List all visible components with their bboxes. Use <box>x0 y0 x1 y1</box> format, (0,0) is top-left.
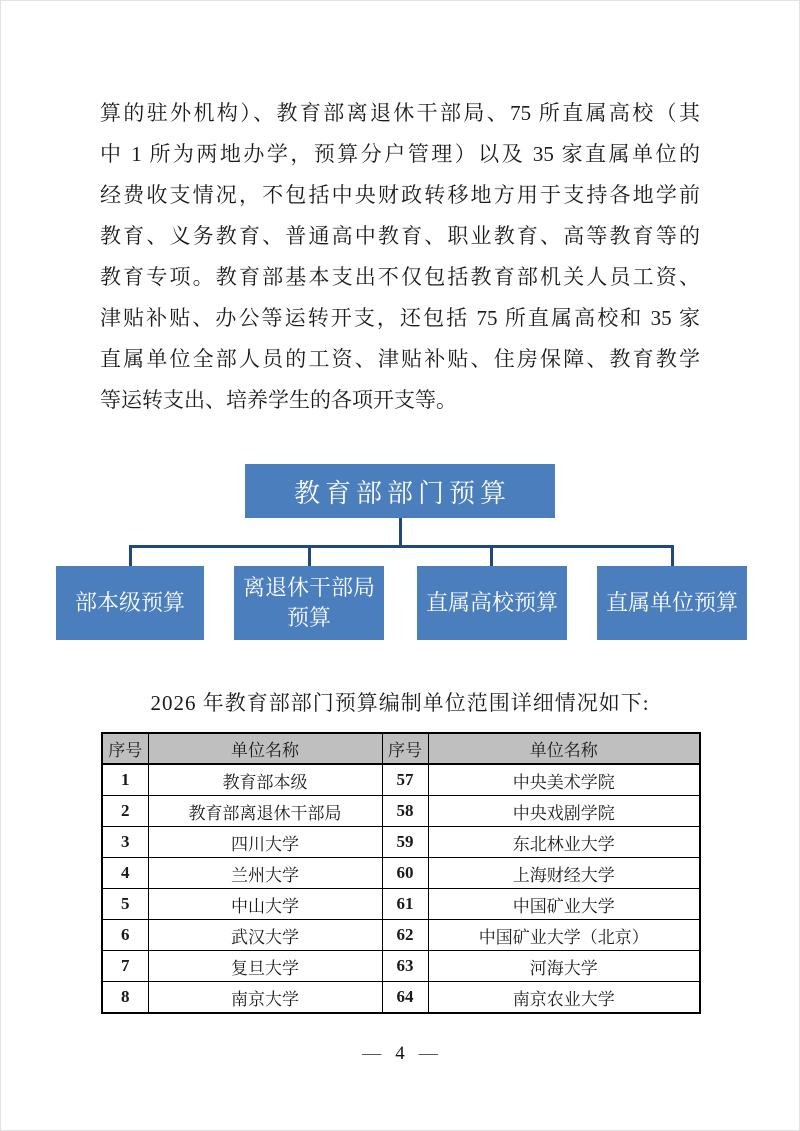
org-chart-box-ministry-level: 部本级预算 <box>56 566 204 640</box>
org-chart-box-retired-cadres: 离退休干部局预算 <box>234 566 384 640</box>
seq-cell: 1 <box>102 764 148 796</box>
paragraph-line: 中 1 所为两地办学，预算分户管理）以及 35 家直属单位的 <box>100 142 700 166</box>
seq-cell: 7 <box>102 951 148 982</box>
connector-line-stub-3 <box>490 545 493 567</box>
seq-cell: 58 <box>382 796 428 827</box>
unit-name-cell: 中央戏剧学院 <box>428 796 700 827</box>
unit-name-cell: 河海大学 <box>428 951 700 982</box>
unit-name-cell: 南京农业大学 <box>428 982 700 1014</box>
table-row <box>102 889 700 920</box>
page-number: 4 <box>395 1043 405 1064</box>
unit-name-cell: 教育部离退休干部局 <box>148 796 382 827</box>
paragraph-line: 津贴补贴、办公等运转开支，还包括 75 所直属高校和 35 家 <box>100 306 700 330</box>
footer-dash-right: — <box>418 1043 438 1064</box>
seq-cell: 3 <box>102 827 148 858</box>
unit-name-cell: 复旦大学 <box>148 951 382 982</box>
table-row <box>102 951 700 982</box>
seq-cell: 63 <box>382 951 428 982</box>
column-header-seq-right: 序号 <box>382 733 428 764</box>
unit-name-cell: 中山大学 <box>148 889 382 920</box>
seq-cell: 5 <box>102 889 148 920</box>
connector-line-stub-2 <box>308 545 311 567</box>
unit-name-cell: 四川大学 <box>148 827 382 858</box>
paragraph-line: 算的驻外机构）、教育部离退休干部局、75 所直属高校（其 <box>100 101 700 125</box>
seq-cell: 4 <box>102 858 148 889</box>
seq-cell: 6 <box>102 920 148 951</box>
paragraph-line: 直属单位全部人员的工资、津贴补贴、住房保障、教育教学 <box>100 347 700 371</box>
seq-cell: 61 <box>382 889 428 920</box>
unit-name-cell: 上海财经大学 <box>428 858 700 889</box>
org-chart-box-affiliated-universities: 直属高校预算 <box>417 566 567 640</box>
column-header-seq-left: 序号 <box>102 733 148 764</box>
unit-name-cell: 教育部本级 <box>148 764 382 796</box>
table-row <box>102 982 700 1014</box>
connector-line-root <box>399 518 402 545</box>
unit-name-cell: 兰州大学 <box>148 858 382 889</box>
connector-line-stub-4 <box>671 545 674 567</box>
seq-cell: 62 <box>382 920 428 951</box>
unit-name-cell: 中国矿业大学（北京） <box>428 920 700 951</box>
paragraph-line: 教育、义务教育、普通高中教育、职业教育、高等教育等的 <box>100 224 700 248</box>
table-row <box>102 858 700 889</box>
seq-cell: 64 <box>382 982 428 1014</box>
table-title: 2026 年教育部部门预算编制单位范围详细情况如下: <box>150 691 650 715</box>
seq-cell: 2 <box>102 796 148 827</box>
table-header-row <box>102 733 700 764</box>
org-chart-root-box: 教育部部门预算 <box>245 464 555 518</box>
paragraph-line: 等运转支出、培养学生的各项开支等。 <box>100 388 457 412</box>
connector-line-stub-1 <box>129 545 132 567</box>
table-row <box>102 827 700 858</box>
seq-cell: 60 <box>382 858 428 889</box>
connector-line-horizontal <box>129 545 674 548</box>
org-chart-box-affiliated-units: 直属单位预算 <box>597 566 747 640</box>
seq-cell: 8 <box>102 982 148 1014</box>
seq-cell: 59 <box>382 827 428 858</box>
body-paragraph <box>100 93 700 421</box>
seq-cell: 57 <box>382 764 428 796</box>
paragraph-line: 教育专项。教育部基本支出不仅包括教育部机关人员工资、 <box>100 265 700 289</box>
column-header-name-right: 单位名称 <box>428 733 700 764</box>
table-row <box>102 796 700 827</box>
unit-name-cell: 中国矿业大学 <box>428 889 700 920</box>
unit-table <box>101 732 701 1014</box>
unit-name-cell: 中央美术学院 <box>428 764 700 796</box>
table-row <box>102 764 700 796</box>
unit-name-cell: 南京大学 <box>148 982 382 1014</box>
unit-name-cell: 东北林业大学 <box>428 827 700 858</box>
footer-dash-left: — <box>362 1043 382 1064</box>
column-header-name-left: 单位名称 <box>148 733 382 764</box>
unit-name-cell: 武汉大学 <box>148 920 382 951</box>
paragraph-line: 经费收支情况，不包括中央财政转移地方用于支持各地学前 <box>100 183 700 207</box>
table-row <box>102 920 700 951</box>
page-footer <box>0 1043 800 1065</box>
